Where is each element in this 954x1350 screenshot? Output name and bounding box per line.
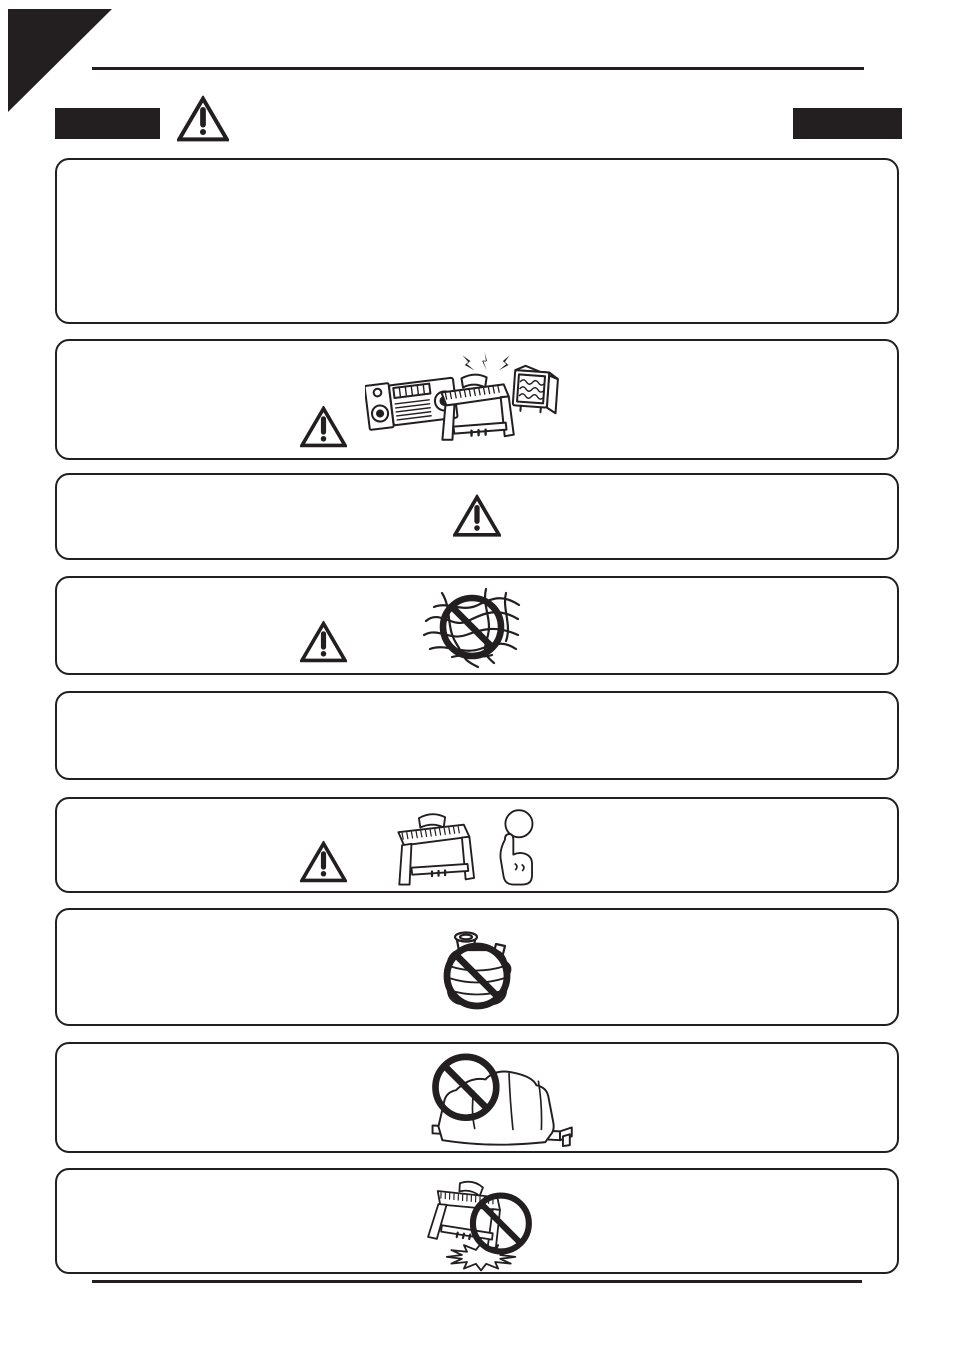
warning-badge-left xyxy=(55,108,160,139)
digital-piano-icon xyxy=(398,814,474,884)
tilted-piano-on-floor-illustration xyxy=(409,1173,554,1274)
liquid-container-illustration xyxy=(432,924,524,1014)
stereo-piano-tv-interference-illustration xyxy=(365,351,561,448)
safety-note-box-5 xyxy=(55,691,899,780)
covered-piano-illustration xyxy=(415,1050,605,1150)
safety-note-box-6 xyxy=(55,797,899,893)
floor-crack-starburst-icon xyxy=(447,1243,516,1270)
pointing-hand-icon xyxy=(500,810,532,884)
warning-badge-right xyxy=(793,108,902,139)
caution-triangle-icon xyxy=(300,840,347,884)
header-rule xyxy=(92,67,864,70)
safety-note-box-8 xyxy=(55,1042,899,1153)
caution-triangle-icon xyxy=(300,405,347,449)
digital-piano-icon xyxy=(427,1175,509,1252)
tv-interference-icon xyxy=(512,365,558,413)
safety-note-box-4 xyxy=(55,576,899,675)
safety-note-box-7 xyxy=(55,908,899,1026)
caution-triangle-icon xyxy=(300,620,347,664)
safety-note-box-3 xyxy=(55,473,899,560)
noise-bolt-icon xyxy=(462,352,509,370)
safety-note-box-1 xyxy=(55,158,899,324)
tangled-cables-illustration xyxy=(422,583,522,673)
caution-triangle-icon xyxy=(177,95,229,143)
safety-note-box-2 xyxy=(55,339,899,460)
piano-pointing-hand-illustration xyxy=(385,806,551,892)
footer-rule xyxy=(92,1280,862,1283)
safety-note-box-9 xyxy=(55,1168,899,1274)
page-corner-triangle xyxy=(8,9,112,112)
no-entry-icon xyxy=(473,1196,529,1252)
caution-triangle-icon xyxy=(453,494,501,538)
